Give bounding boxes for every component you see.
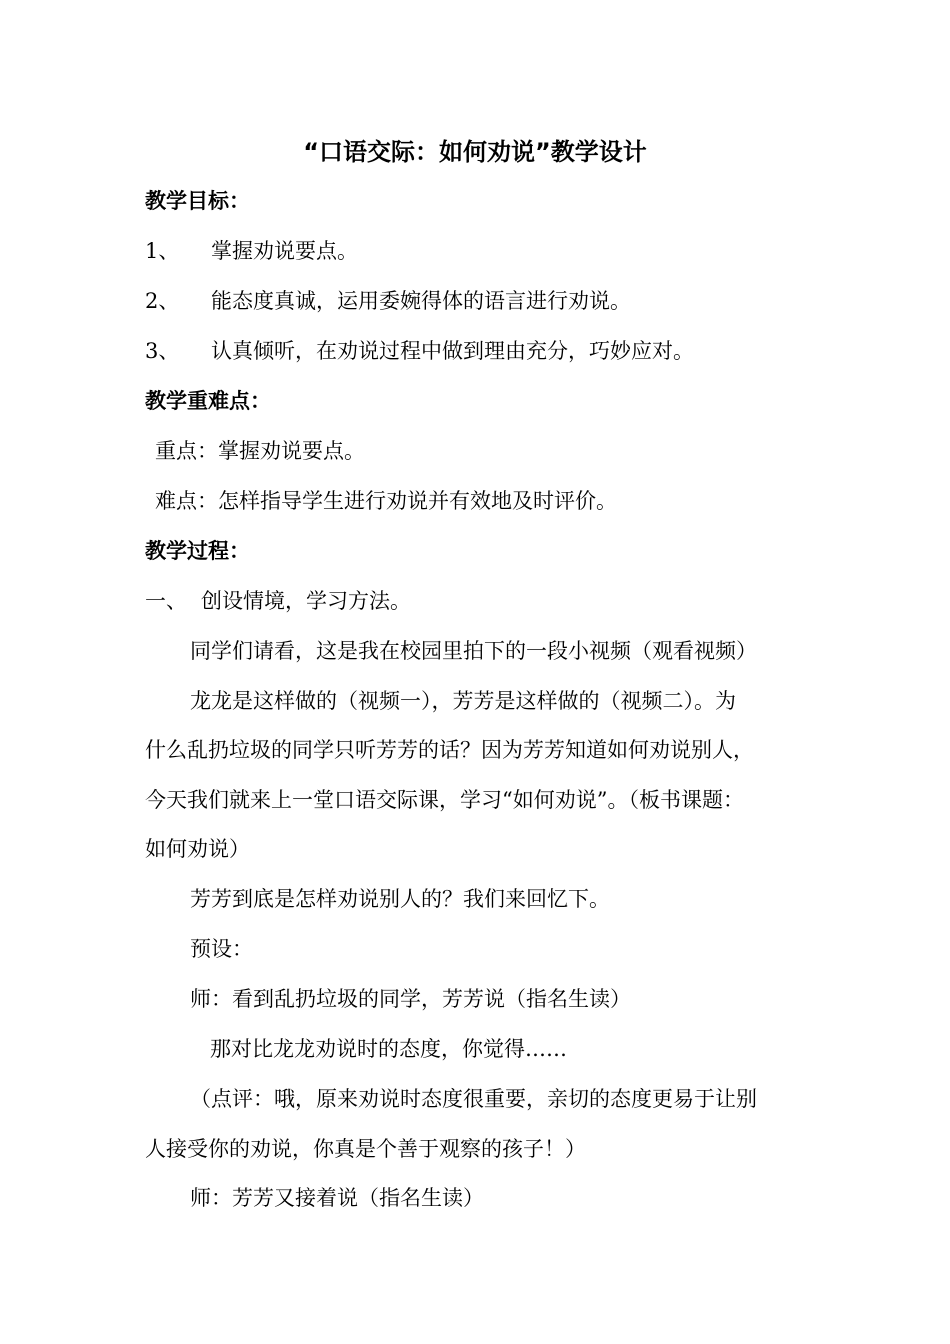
objective-item-1 — [145, 236, 825, 266]
key-points-heading: 教学重难点： — [145, 389, 271, 413]
difficult-point: 难点：怎样指导学生进行劝说并有效地及时评价。 — [155, 489, 617, 513]
paragraph-line: 师：芳芳又接着说（指名生读） — [190, 1186, 484, 1210]
process-heading: 教学过程： — [145, 539, 250, 563]
document-title: “口语交际：如何劝说”教学设计 — [303, 138, 647, 166]
objective-number: 3、 — [145, 339, 180, 363]
paragraph-line: 如何劝说） — [145, 837, 250, 861]
paragraph-line: 今天我们就来上一堂口语交际课，学习“如何劝说”。（板书课题： — [145, 788, 744, 812]
paragraph-line: （点评：哦，原来劝说时态度很重要，亲切的态度更易于让别 — [190, 1087, 757, 1111]
objective-text: 能态度真诚，运用委婉得体的语言进行劝说。 — [211, 289, 631, 313]
section-title: 创设情境，学习方法。 — [201, 589, 411, 613]
objective-number: 2、 — [145, 289, 180, 313]
paragraph-line: 师：看到乱扔垃圾的同学，芳芳说（指名生读） — [190, 987, 631, 1011]
section-1-heading — [145, 586, 825, 616]
section-number: 一、 — [145, 589, 187, 613]
key-point: 重点：掌握劝说要点。 — [155, 439, 365, 463]
objectives-heading: 教学目标： — [145, 189, 250, 213]
objective-text: 认真倾听，在劝说过程中做到理由充分，巧妙应对。 — [211, 339, 694, 363]
paragraph-line: 芳芳到底是怎样劝说别人的？我们来回忆下。 — [190, 887, 610, 911]
paragraph-line: 预设： — [190, 937, 253, 961]
paragraph-line: 龙龙是这样做的（视频一），芳芳是这样做的（视频二）。为 — [190, 689, 736, 713]
paragraph-line: 人接受你的劝说，你真是个善于观察的孩子！） — [145, 1137, 586, 1161]
objective-item-3 — [145, 336, 825, 366]
paragraph-line: 同学们请看，这是我在校园里拍下的一段小视频（观看视频） — [190, 639, 757, 663]
paragraph-line: 那对比龙龙劝说时的态度，你觉得…… — [210, 1037, 567, 1061]
paragraph-line: 什么乱扔垃圾的同学只听芳芳的话？因为芳芳知道如何劝说别人， — [145, 738, 754, 762]
objective-text: 掌握劝说要点。 — [211, 239, 358, 263]
objective-item-2 — [145, 286, 825, 316]
objective-number: 1、 — [145, 239, 180, 263]
